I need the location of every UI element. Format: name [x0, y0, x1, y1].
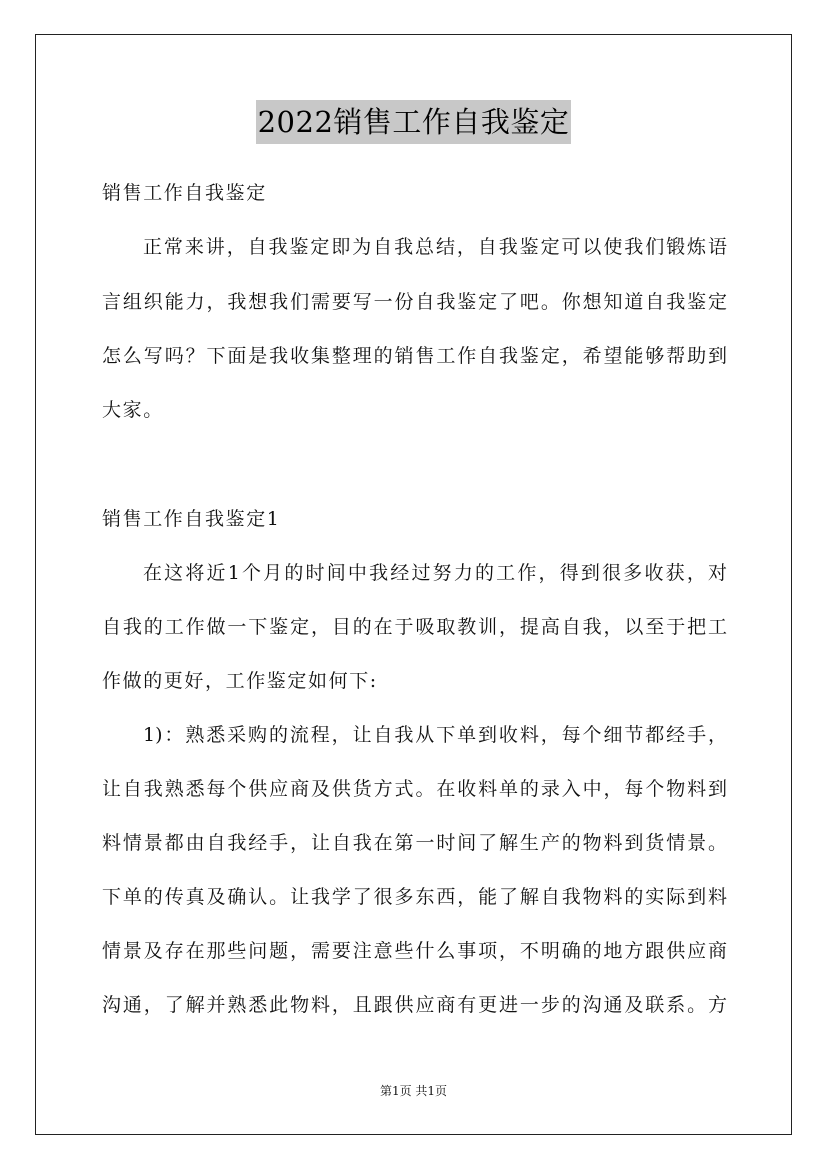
subtitle: 销售工作自我鉴定 [102, 182, 267, 204]
page-footer: 第1页 共1页 [379, 1084, 448, 1098]
body-line: 下单的传真及确认。让我学了很多东西，能了解自我物料的实际到料 [102, 886, 727, 908]
title-container [0, 100, 827, 144]
intro-line: 大家。 [102, 399, 164, 421]
intro-line: 怎么写吗？下面是我收集整理的销售工作自我鉴定，希望能够帮助到 [102, 345, 727, 367]
body-line: 作做的更好，工作鉴定如何下: [102, 670, 378, 692]
body-line: 沟通，了解并熟悉此物料，且跟供应商有更进一步的沟通及联系。方 [102, 994, 727, 1016]
body-line: 料情景都由自我经手，让自我在第一时间了解生产的物料到货情景。 [102, 832, 727, 854]
intro-line: 正常来讲，自我鉴定即为自我总结，自我鉴定可以使我们锻炼语 [143, 236, 727, 258]
body-line: 在这将近1个月的时间中我经过努力的工作，得到很多收获，对 [143, 562, 727, 584]
body-line: 让自我熟悉每个供应商及供货方式。在收料单的录入中，每个物料到 [102, 778, 727, 800]
body-line: 自我的工作做一下鉴定，目的在于吸取教训，提高自我，以至于把工 [102, 616, 727, 638]
document-title: 2022销售工作自我鉴定 [256, 100, 572, 144]
body-line: 1)：熟悉采购的流程，让自我从下单到收料，每个细节都经手， [143, 724, 727, 746]
section-heading: 销售工作自我鉴定1 [102, 508, 281, 530]
body-line: 情景及存在那些问题，需要注意些什么事项，不明确的地方跟供应商 [102, 940, 727, 962]
intro-line: 言组织能力，我想我们需要写一份自我鉴定了吧。你想知道自我鉴定 [102, 291, 727, 313]
